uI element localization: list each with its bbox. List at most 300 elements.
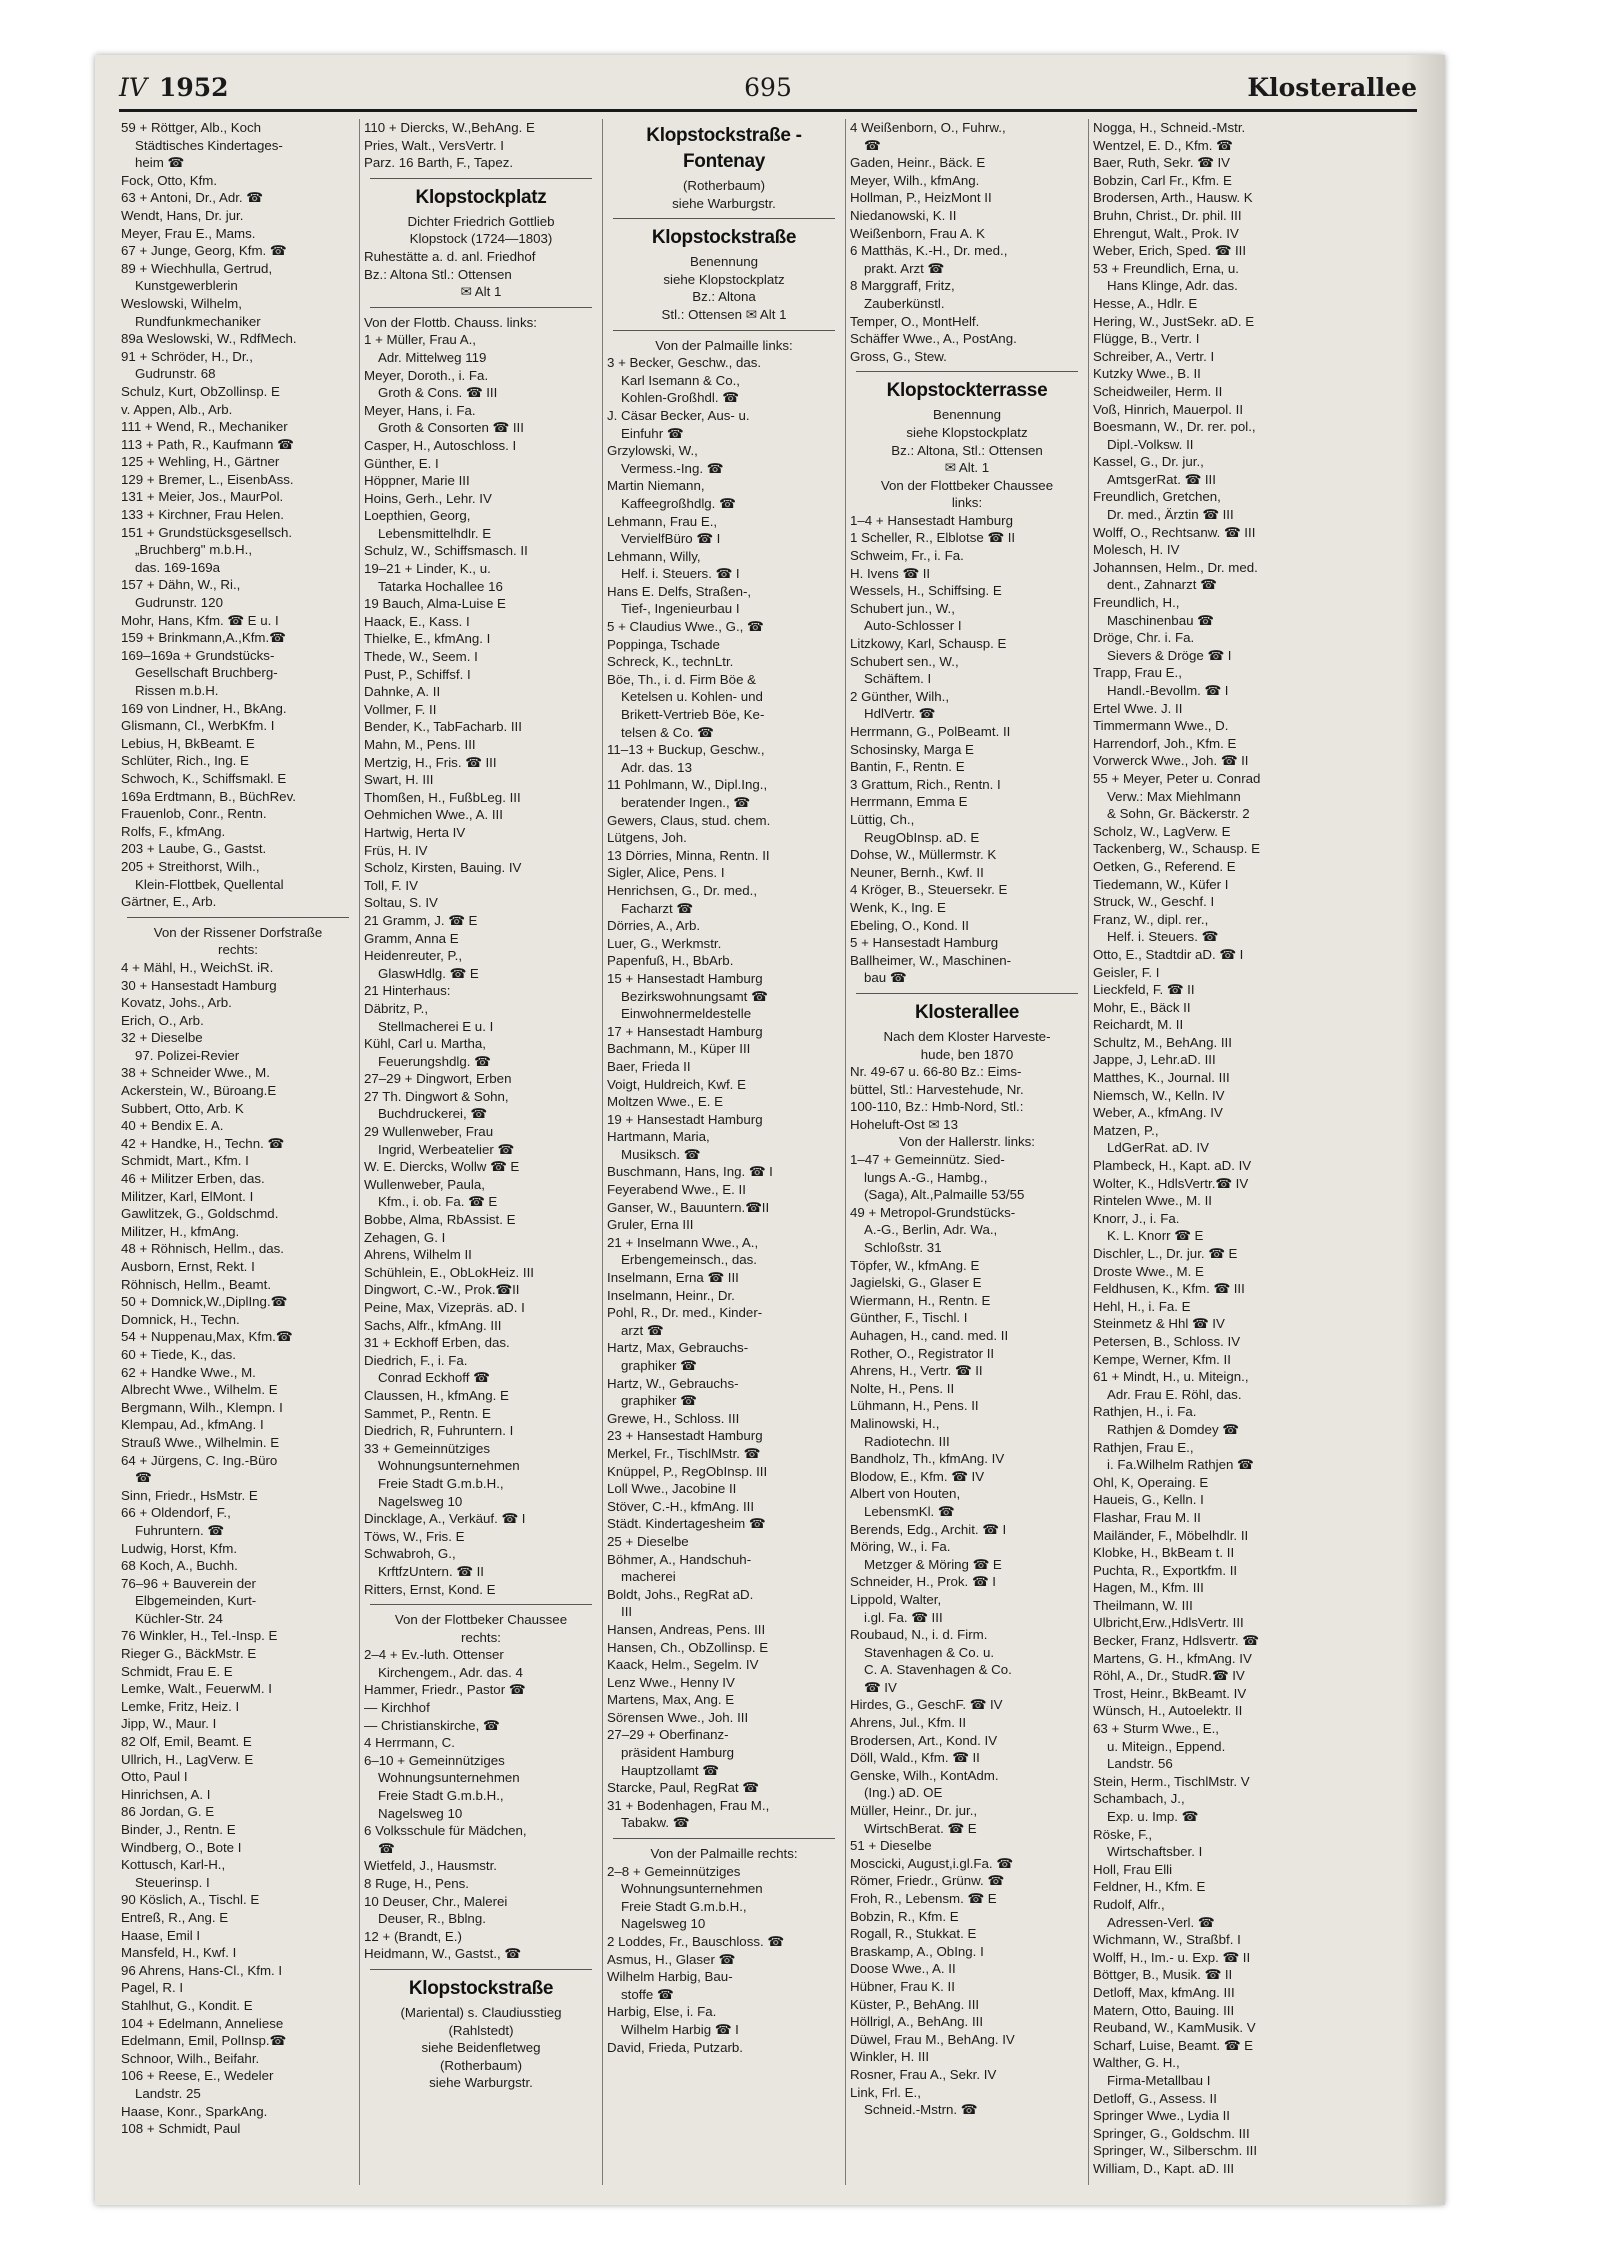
section-note: Von der Flottbeker Chaussee	[880, 477, 1054, 493]
directory-entry: u. Miteign., Eppend.	[1107, 1738, 1226, 1754]
directory-entry: Lehmann, Frau E.,	[607, 513, 718, 529]
directory-entry: Martin Niemann,	[607, 478, 705, 494]
directory-entry: Scheidweiler, Herm. II	[1093, 383, 1223, 399]
directory-entry: Genske, Wilh., KontAdm.	[850, 1767, 999, 1783]
directory-entry: prakt. Arzt ☎	[864, 260, 945, 276]
page-header	[119, 65, 1417, 112]
directory-entry: 5 + Hansestadt Hamburg	[850, 935, 999, 951]
directory-entry: 169–169a + Grundstücks-	[121, 647, 275, 663]
directory-entry: Link, Frl. E.,	[850, 2084, 921, 2100]
directory-entry: Sievers & Dröge ☎ I	[1107, 647, 1232, 663]
directory-entry: Dröge, Chr. i. Fa.	[1093, 630, 1195, 646]
directory-entry: 90 Köslich, A., Tischl. E	[121, 1892, 260, 1908]
directory-entry: Hammer, Friedr., Pastor ☎	[364, 1682, 526, 1698]
section-note: siehe Warburgstr.	[429, 2075, 533, 2091]
directory-column-4	[846, 119, 1089, 2185]
directory-entry: Jipp, W., Maur. I	[121, 1716, 217, 1732]
directory-entry: Freie Stadt G.m.b.H.,	[378, 1475, 504, 1491]
directory-entry: 23 + Hansestadt Hamburg	[607, 1428, 763, 1444]
directory-entry: Lehmann, Willy,	[607, 548, 701, 564]
directory-entry: Schwabroh, G.,	[364, 1546, 456, 1562]
directory-entry: Weißenborn, Frau A. K	[850, 225, 986, 241]
directory-entry: büttel, Stl.: Harvestehude, Nr.	[850, 1081, 1024, 1097]
directory-entry: Lebius, H, BkBeamt. E	[121, 735, 255, 751]
directory-entry: 8 Marggraff, Fritz,	[850, 278, 955, 294]
section-note: Von der Palmaille links:	[655, 337, 793, 353]
directory-entry: Einfuhr ☎	[621, 425, 684, 441]
directory-entry: Thomßen, H., FußbLeg. III	[364, 789, 521, 805]
directory-entry: 31 + Bodenhagen, Frau M.,	[607, 1797, 770, 1813]
directory-entry: Bantin, F., Rentn. E	[850, 759, 965, 775]
directory-entry: 5 + Claudius Wwe., G., ☎	[607, 619, 764, 635]
directory-entry: Bezirkswohnungsamt ☎	[621, 988, 768, 1004]
directory-entry: Entreß, R., Ang. E	[121, 1909, 229, 1925]
directory-entry: Landstr. 25	[135, 2085, 201, 2101]
directory-entry: Groth & Cons. ☎ III	[378, 385, 498, 401]
directory-entry: Pohl, R., Dr. med., Kinder-	[607, 1305, 763, 1321]
directory-entry: KrftfzUntern. ☎ II	[378, 1563, 484, 1579]
directory-entry: Plambeck, H., Kapt. aD. IV	[1093, 1158, 1252, 1174]
directory-entry: Kfm., i. ob. Fa. ☎ E	[378, 1194, 498, 1210]
directory-entry: 4 Kröger, B., Steuersekr. E	[850, 882, 1008, 898]
directory-entry: Lühmann, H., Pens. II	[850, 1398, 979, 1414]
directory-entry: Tackenberg, W., Schausp. E	[1093, 841, 1261, 857]
directory-entry: 68 Koch, A., Buchh.	[121, 1558, 238, 1574]
section-note: (Mariental) s. Claudiusstieg	[400, 2004, 562, 2020]
directory-entry: Berends, Edg., Archit. ☎ I	[850, 1521, 1007, 1537]
directory-entry: Bruhn, Christ., Dr. phil. III	[1093, 207, 1242, 223]
directory-entry: Schubert jun., W.,	[850, 600, 955, 616]
directory-entry: Boesmann, W., Dr. rer. pol.,	[1093, 419, 1256, 435]
directory-entry: Martens, Max, Ang. E	[607, 1692, 735, 1708]
directory-entry: Freie Stadt G.m.b.H.,	[378, 1788, 504, 1804]
directory-entry: Brodersen, Art., Kond. IV	[850, 1732, 998, 1748]
directory-entry: Detloff, G., Assess. II	[1093, 2090, 1217, 2106]
directory-entry: 19–21 + Linder, K., u.	[364, 561, 491, 577]
directory-entry: 17 + Hansestadt Hamburg	[607, 1023, 763, 1039]
directory-entry: Matzen, P.,	[1093, 1122, 1159, 1138]
directory-entry: Poppinga, Tschade	[607, 636, 720, 652]
directory-entry: graphiker ☎	[621, 1393, 697, 1409]
directory-entry: III	[621, 1604, 633, 1620]
directory-entry: Wullenweber, Paula,	[364, 1176, 485, 1192]
directory-entry: Hoheluft-Ost ✉ 13	[850, 1116, 958, 1132]
directory-entry: Kovatz, Johs., Arb.	[121, 995, 232, 1011]
directory-entry: 82 Olf, Emil, Beamt. E	[121, 1734, 252, 1750]
directory-entry: Meyer, Doroth., i. Fa.	[364, 367, 489, 383]
directory-entry: Zehagen, G. I	[364, 1229, 446, 1245]
directory-entry: 53 + Freundlich, Erna, u.	[1093, 260, 1239, 276]
directory-entry: Sammet, P., Rentn. E	[364, 1405, 491, 1421]
directory-entry: Reuband, W., KamMusik. V	[1093, 2020, 1256, 2036]
directory-entry: 76–96 + Bauverein der	[121, 1575, 256, 1591]
directory-entry: Möring, W., i. Fa.	[850, 1539, 951, 1555]
directory-entry: 27 Th. Dingwort & Sohn,	[364, 1088, 509, 1104]
section-note: (Rotherbaum)	[439, 2057, 523, 2073]
directory-entry: Wilhelm Harbig, Bau-	[607, 1969, 733, 1985]
directory-entry: Baer, Ruth, Sekr. ☎ IV	[1093, 155, 1231, 171]
directory-entry: Kohlen-Großhdl. ☎	[621, 390, 739, 406]
directory-entry: Bobzin, Carl Fr., Kfm. E	[1093, 172, 1232, 188]
directory-entry: Böhmer, A., Handschuh-	[607, 1551, 752, 1567]
directory-entry: Puchta, R., Exportkfm. II	[1093, 1562, 1238, 1578]
section-divider	[613, 1838, 835, 1839]
directory-entry: Nogga, H., Schneid.-Mstr.	[1093, 120, 1246, 135]
directory-entry: Ebeling, O., Kond. II	[850, 917, 970, 933]
directory-entry: das. 169-169a	[135, 559, 221, 575]
street-heading: Klopstockplatz	[415, 186, 547, 208]
section-note: Bz.: Altona	[692, 289, 756, 305]
directory-entry: 27–29 + Oberfinanz-	[607, 1727, 729, 1743]
directory-entry: LebensmKl. ☎	[864, 1503, 955, 1519]
directory-entry: Firma-Metallbau I	[1107, 2072, 1211, 2088]
directory-entry: Mertzig, H., Fris. ☎ III	[364, 754, 497, 770]
directory-entry: Freie Stadt G.m.b.H.,	[621, 1898, 747, 1914]
directory-entry: Freundlich, Gretchen,	[1093, 489, 1221, 505]
directory-entry: Lemke, Fritz, Heiz. I	[121, 1698, 240, 1714]
directory-page	[95, 55, 1445, 2205]
directory-entry: Luer, G., Werkmstr.	[607, 935, 722, 951]
directory-entry: Weber, A., kfmAng. IV	[1093, 1105, 1223, 1121]
directory-entry: Meyer, Hans, i. Fa.	[364, 402, 476, 418]
directory-entry: Parz. 16 Barth, F., Tapez.	[364, 155, 514, 171]
directory-entry: Handl.-Bevollm. ☎ I	[1107, 683, 1229, 698]
directory-entry: Rathjen, H., i. Fa.	[1093, 1404, 1197, 1420]
directory-entry: Schwoch, K., Schiffsmakl. E	[121, 770, 287, 786]
directory-entry: Wiermann, H., Rentn. E	[850, 1292, 991, 1308]
directory-entry: Dischler, L., Dr. jur. ☎ E	[1093, 1246, 1238, 1261]
directory-entry: Knorr, J., i. Fa.	[1093, 1210, 1180, 1226]
directory-entry: Buchdruckerei, ☎	[378, 1106, 487, 1122]
directory-entry: Hollman, P., HeizMont II	[850, 190, 992, 206]
directory-entry: stoffe ☎	[621, 1986, 674, 2002]
directory-entry: Ballheimer, W., Maschinen-	[850, 952, 1012, 968]
section-divider	[856, 371, 1078, 372]
directory-entry: 19 + Hansestadt Hamburg	[607, 1111, 763, 1127]
directory-entry: 113 + Path, R., Kaufmann ☎	[121, 436, 294, 452]
directory-entry: 63 + Antoni, Dr., Adr. ☎	[121, 190, 263, 206]
directory-entry: Frauenlob, Conr., Rentn.	[121, 806, 267, 822]
directory-entry: 1 Scheller, R., Elblotse ☎ II	[850, 530, 1016, 546]
directory-entry: HdlVertr. ☎	[864, 706, 936, 722]
directory-entry: 2–4 + Ev.-luth. Ottenser	[364, 1647, 504, 1663]
section-note: Benennung	[932, 407, 1002, 423]
directory-entry: 67 + Junge, Georg, Kfm. ☎	[121, 243, 287, 259]
section-divider	[370, 178, 592, 179]
directory-entry: Wohnungsunternehmen	[378, 1458, 520, 1474]
directory-entry: Diedrich, F., i. Fa.	[364, 1352, 468, 1368]
directory-entry: Kempe, Werner, Kfm. II	[1093, 1351, 1231, 1367]
directory-entry: Hansen, Andreas, Pens. III	[607, 1621, 766, 1637]
directory-entry: 46 + Militzer Erben, das.	[121, 1171, 265, 1187]
directory-entry: Haueis, G., Kelln. I	[1093, 1492, 1204, 1508]
directory-entry: Dörries, A., Arb.	[607, 918, 701, 934]
directory-column-2	[360, 119, 603, 2185]
directory-entry: LdGerRat. aD. IV	[1107, 1140, 1209, 1156]
directory-entry: Toll, F. IV	[364, 877, 418, 893]
directory-entry: Ahrens, Wilhelm II	[364, 1247, 472, 1263]
directory-entry: Ulbricht,Erw.,HdlsVertr. III	[1093, 1615, 1244, 1631]
directory-entry: v. Appen, Alb., Arb.	[121, 401, 233, 417]
section-divider	[127, 917, 349, 918]
directory-entry: Walther, G. H.,	[1093, 2055, 1180, 2071]
directory-entry: 8 Ruge, H., Pens.	[364, 1876, 469, 1891]
directory-entry: Töpfer, W., kfmAng. E	[850, 1257, 980, 1273]
directory-entry: 91 + Schröder, H., Dr.,	[121, 348, 253, 364]
section-note: siehe Klopstockplatz	[663, 271, 785, 287]
directory-entry: 2 Günther, Wilh.,	[850, 688, 950, 704]
directory-entry: K. L. Knorr ☎ E	[1107, 1228, 1204, 1244]
directory-entry: Wenk, K., Ing. E	[850, 899, 946, 915]
directory-entry: arzt ☎	[621, 1322, 664, 1338]
directory-entry: Brikett-Vertrieb Böe, Ke-	[621, 707, 765, 723]
directory-entry: Tiedemann, W., Küfer I	[1093, 876, 1229, 892]
directory-entry: Harbig, Else, i. Fa.	[607, 2004, 717, 2020]
directory-entry: Rathjen, Frau E.,	[1093, 1439, 1194, 1455]
directory-entry: 50 + Domnick,W.,DiplIng.☎	[121, 1294, 288, 1310]
directory-entry: Otto, Paul I	[121, 1769, 188, 1785]
directory-entry: Schloßstr. 31	[864, 1240, 942, 1256]
directory-entry: Oetken, G., Referend. E	[1093, 858, 1236, 874]
directory-entry: Feuerungshdlg. ☎	[378, 1053, 491, 1069]
directory-entry: Hering, W., JustSekr. aD. E	[1093, 313, 1255, 329]
directory-entry: Pagel, R. I	[121, 1980, 184, 1996]
directory-entry: Meyer, Wilh., kfmAng.	[850, 172, 980, 188]
directory-entry: 31 + Eckhoff Erben, das.	[364, 1335, 510, 1351]
directory-entry: Hans E. Delfs, Straßen-,	[607, 583, 752, 599]
directory-entry: 29 Wullenweber, Frau	[364, 1124, 494, 1140]
directory-entry: 4 + Mähl, H., WeichSt. iR.	[121, 959, 274, 975]
directory-entry: beratender Ingen., ☎	[621, 795, 750, 810]
section-note: Bz.: Altona, Stl.: Ottensen	[891, 442, 1043, 458]
directory-entry: Schweim, Fr., i. Fa.	[850, 548, 964, 564]
directory-entry: Schmidt, Mart., Kfm. I	[121, 1153, 249, 1169]
directory-entry: 40 + Bendix E. A.	[121, 1118, 224, 1134]
directory-entry: Stahlhut, G., Kondit. E	[121, 1997, 253, 2013]
directory-entry: Ehrengut, Walt., Prok. IV	[1093, 225, 1239, 241]
directory-entry: J. Cäsar Becker, Aus- u.	[607, 407, 750, 423]
directory-entry: 42 + Handke, H., Techn. ☎	[121, 1135, 285, 1151]
directory-entry: Conrad Eckhoff ☎	[378, 1370, 490, 1386]
directory-entry: Lemke, Walt., FeuerwM. I	[121, 1681, 272, 1697]
directory-entry: 54 + Nuppenau,Max, Kfm.☎	[121, 1329, 293, 1345]
directory-entry: 159 + Brinkmann,A.,Kfm.☎	[121, 630, 286, 646]
section-divider	[370, 1604, 592, 1605]
directory-entry: Ohl, K, Operaing. E	[1093, 1474, 1209, 1490]
directory-entry: Günther, E. I	[364, 455, 439, 471]
directory-entry: Litzkowy, Karl, Schausp. E	[850, 636, 1007, 652]
directory-entry: Holl, Frau Elli	[1093, 1861, 1173, 1877]
directory-entry: ReugObInsp. aD. E	[864, 829, 980, 845]
directory-entry: 63 + Sturm Wwe., E.,	[1093, 1721, 1219, 1737]
directory-entry: Sinn, Friedr., HsMstr. E	[121, 1487, 258, 1503]
directory-entry: Rissen m.b.H.	[135, 683, 219, 698]
directory-entry: Dohse, W., Müllermstr. K	[850, 847, 997, 863]
section-note: Von der Hallerstr. links:	[899, 1134, 1035, 1150]
street-heading: Klopstockterrasse	[886, 380, 1048, 402]
directory-entry: Steinmetz & Hhl ☎ IV	[1093, 1316, 1225, 1332]
directory-entry: Rudolf, Alfr.,	[1093, 1896, 1165, 1912]
directory-entry: 86 Jordan, G. E	[121, 1804, 215, 1820]
directory-entry: 62 + Handke Wwe., M.	[121, 1364, 256, 1380]
directory-entry: Lieckfeld, F. ☎ II	[1093, 982, 1195, 998]
directory-entry: Wolff, H., Im.- u. Exp. ☎ II	[1093, 1949, 1251, 1965]
directory-entry: Mailänder, F., Möbelhdlr. II	[1093, 1527, 1249, 1543]
directory-entry: Feldhusen, K., Kfm. ☎ III	[1093, 1281, 1245, 1297]
directory-entry: 3 + Becker, Geschw., das.	[607, 355, 762, 371]
directory-entry: Mohr, E., Bäck II	[1093, 999, 1191, 1015]
directory-entry: Kunstgewerblerin	[135, 278, 238, 294]
directory-entry: Einwohnermeldestelle	[621, 1006, 752, 1022]
directory-entry: 15 + Hansestadt Hamburg	[607, 970, 763, 986]
directory-entry: Petersen, B., Schloss. IV	[1093, 1333, 1241, 1349]
section-note: ✉ Alt 1	[460, 284, 502, 300]
directory-entry: 64 + Jürgens, C. Ing.-Büro	[121, 1452, 278, 1468]
directory-entry: 11 Pohlmann, W., Dipl.Ing.,	[607, 777, 768, 793]
street-heading: Klopstockstraße	[408, 1977, 554, 1999]
directory-entry: 1 + Müller, Frau A.,	[364, 332, 476, 348]
directory-entry: Dipl.-Volksw. II	[1107, 436, 1194, 452]
section-divider	[856, 993, 1078, 994]
section-note: links:	[951, 495, 983, 511]
directory-entry: Klempau, Ad., kfmAng. I	[121, 1417, 264, 1433]
header-street: Klosterallee	[1247, 73, 1417, 102]
directory-entry: i. Fa.Wilhelm Rathjen ☎	[1107, 1457, 1254, 1473]
directory-entry: Herrmann, G., PolBeamt. II	[850, 724, 1011, 739]
directory-entry: Kottusch, Karl-H.,	[121, 1857, 226, 1873]
directory-entry: Ganser, W., Bauuntern.☎II	[607, 1199, 770, 1215]
directory-entry: Verw.: Max Miehlmann	[1107, 788, 1241, 804]
directory-entry: 108 + Schmidt, Paul	[121, 2121, 241, 2137]
directory-entry: 12 + (Brandt, E.)	[364, 1928, 462, 1944]
directory-entry: Vermess.-Ing. ☎	[621, 460, 724, 476]
directory-entry: Lebensmittelhdlr. E	[378, 525, 492, 541]
directory-entry: Boldt, Johs., RegRat aD.	[607, 1586, 754, 1602]
directory-entry: (Saga), Alt.,Palmaille 53/55	[864, 1187, 1025, 1203]
directory-entry: Grzylowski, W.,	[607, 443, 698, 459]
directory-entry: 11–13 + Buckup, Geschw.,	[607, 742, 765, 758]
directory-entry: Rolfs, F., kfmAng.	[121, 823, 226, 839]
directory-entry: Lenz Wwe., Henny IV	[607, 1674, 735, 1690]
directory-entry: graphiker ☎	[621, 1358, 697, 1373]
directory-entry: Elbgemeinden, Kurt-	[135, 1593, 257, 1609]
directory-entry: Temper, O., MontHelf.	[850, 313, 980, 329]
directory-entry: Binder, J., Rentn. E	[121, 1822, 236, 1837]
street-heading: Klosterallee	[914, 1001, 1020, 1023]
directory-entry: Röhnisch, Hellm., Beamt.	[121, 1276, 272, 1292]
directory-entry: 66 + Oldendorf, F.,	[121, 1505, 231, 1521]
directory-entry: Gudrunstr. 68	[135, 366, 216, 382]
directory-entry: 89 + Wiechhulla, Gertrud,	[121, 260, 273, 276]
directory-entry: Kassel, G., Dr. jur.,	[1093, 454, 1204, 470]
directory-entry: & Sohn, Gr. Bäckerstr. 2	[1107, 806, 1250, 822]
directory-entry: Gudrunstr. 120	[135, 595, 223, 611]
directory-entry: Rathjen & Domdey ☎	[1107, 1421, 1239, 1437]
directory-entry: Malinowski, H.,	[850, 1415, 940, 1431]
directory-entry: 169a Erdtmann, B., BüchRev.	[121, 788, 296, 804]
section-note: rechts:	[218, 942, 258, 958]
directory-entry: Düwel, Frau M., BehAng. IV	[850, 2031, 1015, 2047]
directory-entry: Schmidt, Frau E. E	[121, 1663, 233, 1679]
directory-entry: Musiksch. ☎	[621, 1146, 701, 1162]
directory-entry: Scholz, Kirsten, Bauing. IV	[364, 860, 522, 876]
directory-entry: 49 + Metropol-Grundstücks-	[850, 1204, 1016, 1220]
directory-entry: telsen & Co. ☎	[621, 724, 714, 740]
directory-entry: Vollmer, F. II	[364, 701, 437, 717]
directory-entry: Exp. u. Imp. ☎	[1107, 1809, 1199, 1824]
directory-entry: (Ing.) aD. OE	[864, 1785, 943, 1801]
directory-entry: GlaswHdlg. ☎ E	[378, 965, 479, 981]
directory-entry: Baer, Frieda II	[607, 1058, 691, 1074]
directory-entry: Karl Isemann & Co.,	[621, 372, 740, 388]
section-note: Von der Palmaille rechts:	[650, 1846, 798, 1862]
directory-entry: Hartwig, Herta IV	[364, 824, 466, 840]
directory-entry: Fock, Otto, Kfm.	[121, 172, 218, 188]
directory-entry: Merkel, Fr., TischlMstr. ☎	[607, 1445, 761, 1461]
directory-entry: Däbritz, P.,	[364, 1000, 429, 1016]
directory-entry: Pust, P., Schiffsf. I	[364, 666, 471, 682]
directory-entry: Adr. das. 13	[621, 759, 692, 775]
directory-entry: Hans Klinge, Adr. das.	[1107, 278, 1238, 294]
directory-entry: 48 + Röhnisch, Hellm., das.	[121, 1241, 284, 1257]
directory-entry: Thede, W., Seem. I	[364, 649, 478, 665]
directory-entry: Wilhelm Harbig ☎ I	[621, 2021, 739, 2037]
directory-entry: Schneid.-Mstrn. ☎	[864, 2102, 978, 2118]
directory-entry: Schneider, H., Prok. ☎ I	[850, 1574, 996, 1590]
directory-entry: 133 + Kirchner, Frau Helen.	[121, 507, 284, 523]
directory-entry: Ketelsen u. Kohlen- und	[621, 689, 763, 705]
directory-entry: Küchler-Str. 24	[135, 1610, 223, 1626]
directory-entry: Schreck, K., technLtr.	[607, 654, 734, 670]
directory-entry: „Bruchberg" m.b.H.,	[135, 542, 253, 558]
directory-columns	[117, 119, 1415, 2185]
directory-entry: Hesse, A., Hdlr. E	[1093, 295, 1198, 311]
section-note: Klopstock (1724—1803)	[409, 231, 553, 247]
directory-entry: Flashar, Frau M. II	[1093, 1509, 1201, 1525]
directory-entry: Trost, Heinr., BkBeamt. IV	[1093, 1685, 1247, 1701]
directory-entry: Kühl, Carl u. Martha,	[364, 1036, 486, 1052]
directory-entry: Casper, H., Autoschloss. I	[364, 437, 517, 453]
directory-entry: 6 Volksschule für Mädchen,	[364, 1823, 527, 1839]
directory-entry: 25 + Dieselbe	[607, 1533, 689, 1549]
directory-entry: Bachmann, M., Küper III	[607, 1041, 751, 1057]
directory-entry: Springer Wwe., Lydia II	[1093, 2108, 1230, 2124]
directory-entry: Adr. Mittelweg 119	[378, 349, 487, 365]
directory-entry: Becker, Franz, Hdlsvertr. ☎	[1093, 1633, 1259, 1649]
directory-entry: Erich, O., Arb.	[121, 1012, 204, 1028]
directory-entry: Hehl, H., i. Fa. E	[1093, 1298, 1191, 1314]
directory-entry: Militzer, H., kfmAng.	[121, 1223, 240, 1239]
directory-entry: Albert von Houten,	[850, 1486, 961, 1502]
directory-entry: Auhagen, H., cand. med. II	[850, 1328, 1009, 1343]
directory-entry: 4 Weißenborn, O., Fuhrw.,	[850, 120, 1006, 135]
directory-entry: 21 Hinterhaus:	[364, 983, 451, 999]
directory-entry: Bobzin, R., Kfm. E	[850, 1908, 959, 1924]
directory-entry: Matthes, K., Journal. III	[1093, 1070, 1230, 1086]
directory-entry: — Christianskirche, ☎	[364, 1717, 500, 1733]
directory-entry: 21 + Inselmann Wwe., A.,	[607, 1234, 759, 1250]
directory-entry: Blodow, E., Kfm. ☎ IV	[850, 1468, 985, 1484]
directory-entry: Schreiber, A., Vertr. I	[1093, 348, 1215, 364]
directory-entry: 4 Herrmann, C.	[364, 1735, 455, 1751]
directory-entry: Bobbe, Alma, RbAssist. E	[364, 1212, 516, 1228]
section-note: Von der Flottbeker Chaussee	[394, 1612, 568, 1628]
directory-entry: Thielke, E., kfmAng. I	[364, 631, 491, 647]
directory-entry: Tief-, Ingenieurbau I	[621, 601, 740, 617]
directory-entry: Mohr, Hans, Kfm. ☎ E u. I	[121, 612, 279, 628]
directory-entry: Schnoor, Wilh., Beifahr.	[121, 2050, 260, 2066]
directory-entry: Jagielski, G., Glaser E	[850, 1275, 982, 1291]
